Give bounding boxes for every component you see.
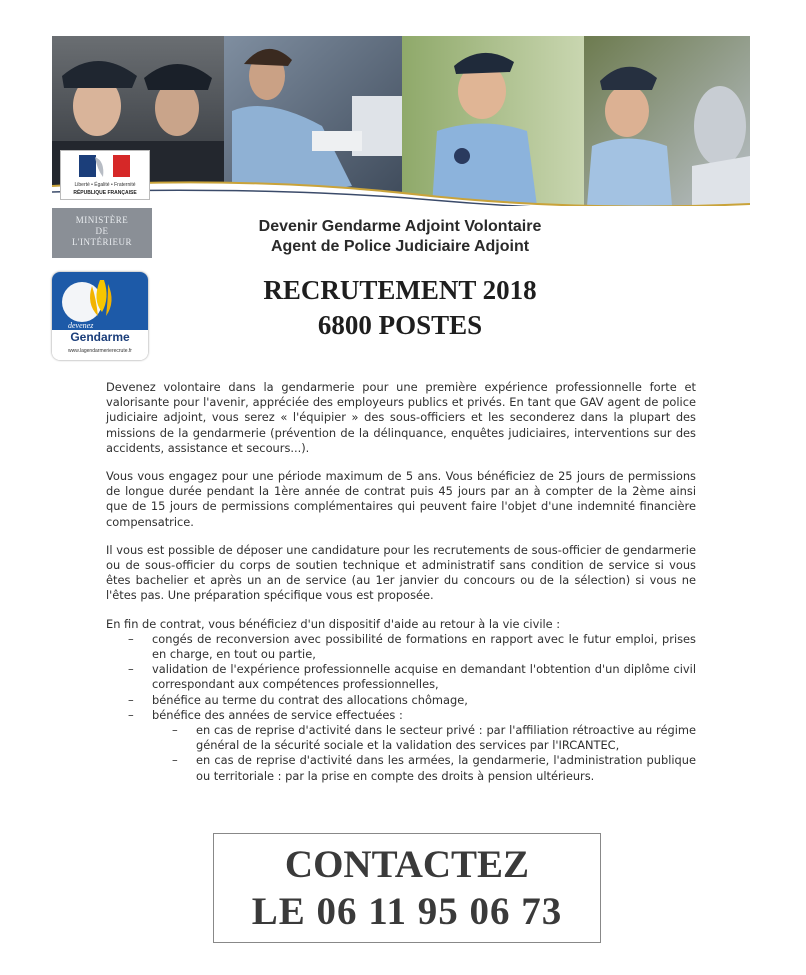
- contact-box: [213, 833, 601, 943]
- contact-phone: LE 06 11 95 06 73: [251, 890, 563, 933]
- republique-name: RÉPUBLIQUE FRANÇAISE: [73, 190, 137, 196]
- contact-heading: CONTACTEZ: [284, 843, 530, 886]
- posts-count: 6800 POSTES: [317, 310, 483, 340]
- paragraph-candidature: Il vous est possible de déposer une candidature pour les recrutements de sous-officier de gendarmerie ou de sous-officier du corps de soutien technique et administratif sans condition de service si vous êtes bachelier et après un an de service (au 1er janvier du concours ou de la sélection) si vous ne l'êtes pas. Une préparation spécifique vous est proposée.: [106, 542, 696, 603]
- list-item: – congés de reconversion avec possibilité de formations en rapport avec le futur emploi, prises en charge, en tout ou partie,: [106, 632, 696, 662]
- ministry-line-1: MINISTÈRE: [75, 215, 129, 225]
- paragraph-end-of-contract: En fin de contrat, vous bénéficiez d'un dispositif d'aide au retour à la vie civile :: [106, 616, 561, 631]
- paragraph-engagement: Vous vous engagez pour une période maximum de 5 ans. Vous bénéficiez de 25 jours de permissions de longue durée pendant la 1ère année de contrat puis 45 jours par an à compter de la 2ème ainsi que de 15 jours de permissions complémentaires qui peuvent faire l'objet d'une indemnité financière compensatrice.: [106, 469, 696, 529]
- gendarme-photo-3: [402, 36, 584, 206]
- recruitment-title: RECRUTEMENT 2018: [263, 275, 537, 305]
- benefits-list: [106, 632, 696, 784]
- ministry-line-2: DE: [95, 226, 109, 236]
- list-item: – validation de l'expérience professionnelle acquise en demandant l'obtention d'un diplôme civil correspondant aux compétences professionnelles,: [106, 662, 696, 692]
- body-text: [106, 380, 696, 784]
- republique-motto: Liberté • Égalité • Fraternité: [74, 182, 136, 188]
- ministry-line-3: L'INTÉRIEUR: [71, 237, 133, 247]
- sub-list-item: – en cas de reprise d'activité dans le secteur privé : par l'affiliation rétroactive au régime général de la sécurité sociale et la validation des services par l'IRCANTEC,: [152, 723, 696, 753]
- gendarmerie-logo: [52, 272, 148, 360]
- header-photo-banner: [52, 36, 750, 206]
- heading-gendarme-adjoint: Devenir Gendarme Adjoint Volontaire: [258, 218, 542, 235]
- gendarmerie-script: devenez: [68, 321, 94, 330]
- paragraph-intro: Devenez volontaire dans la gendarmerie pour une première expérience professionnelle forte et valorisante pour l'avenir, appréciée des employeurs publics et privés. En tant que GAV agent de police judiciaire adjoint, vous serez « l'équipier » des sous-officiers et les seconderez dans la plupart des missions de la gendarmerie (prévention de la délinquance, enquêtes judiciaires, interventions sur des accidents, assistance et secours...).: [106, 380, 696, 455]
- gendarme-photo-2: [224, 36, 402, 206]
- gendarme-photo-4: [584, 36, 750, 206]
- list-item-label: bénéfice des années de service effectuées :: [152, 707, 403, 722]
- sub-list-item: – en cas de reprise d'activité dans les armées, la gendarmerie, l'administration publique ou territoriale : par la prise en compte des droits à pension ultérieurs.: [152, 753, 696, 783]
- ministry-label: [52, 208, 152, 258]
- list-item: – bénéfice au terme du contrat des allocations chômage,: [106, 693, 696, 708]
- heading-agent-police: Agent de Police Judiciaire Adjoint: [270, 238, 530, 255]
- gendarmerie-url: www.lagendarmerierecrute.fr: [68, 348, 132, 354]
- list-item: [106, 708, 696, 784]
- banner-photos: [52, 36, 750, 206]
- gendarmerie-word: Gendarme: [70, 330, 130, 344]
- republique-francaise-logo: [60, 150, 150, 200]
- sub-benefits-list: [152, 723, 696, 784]
